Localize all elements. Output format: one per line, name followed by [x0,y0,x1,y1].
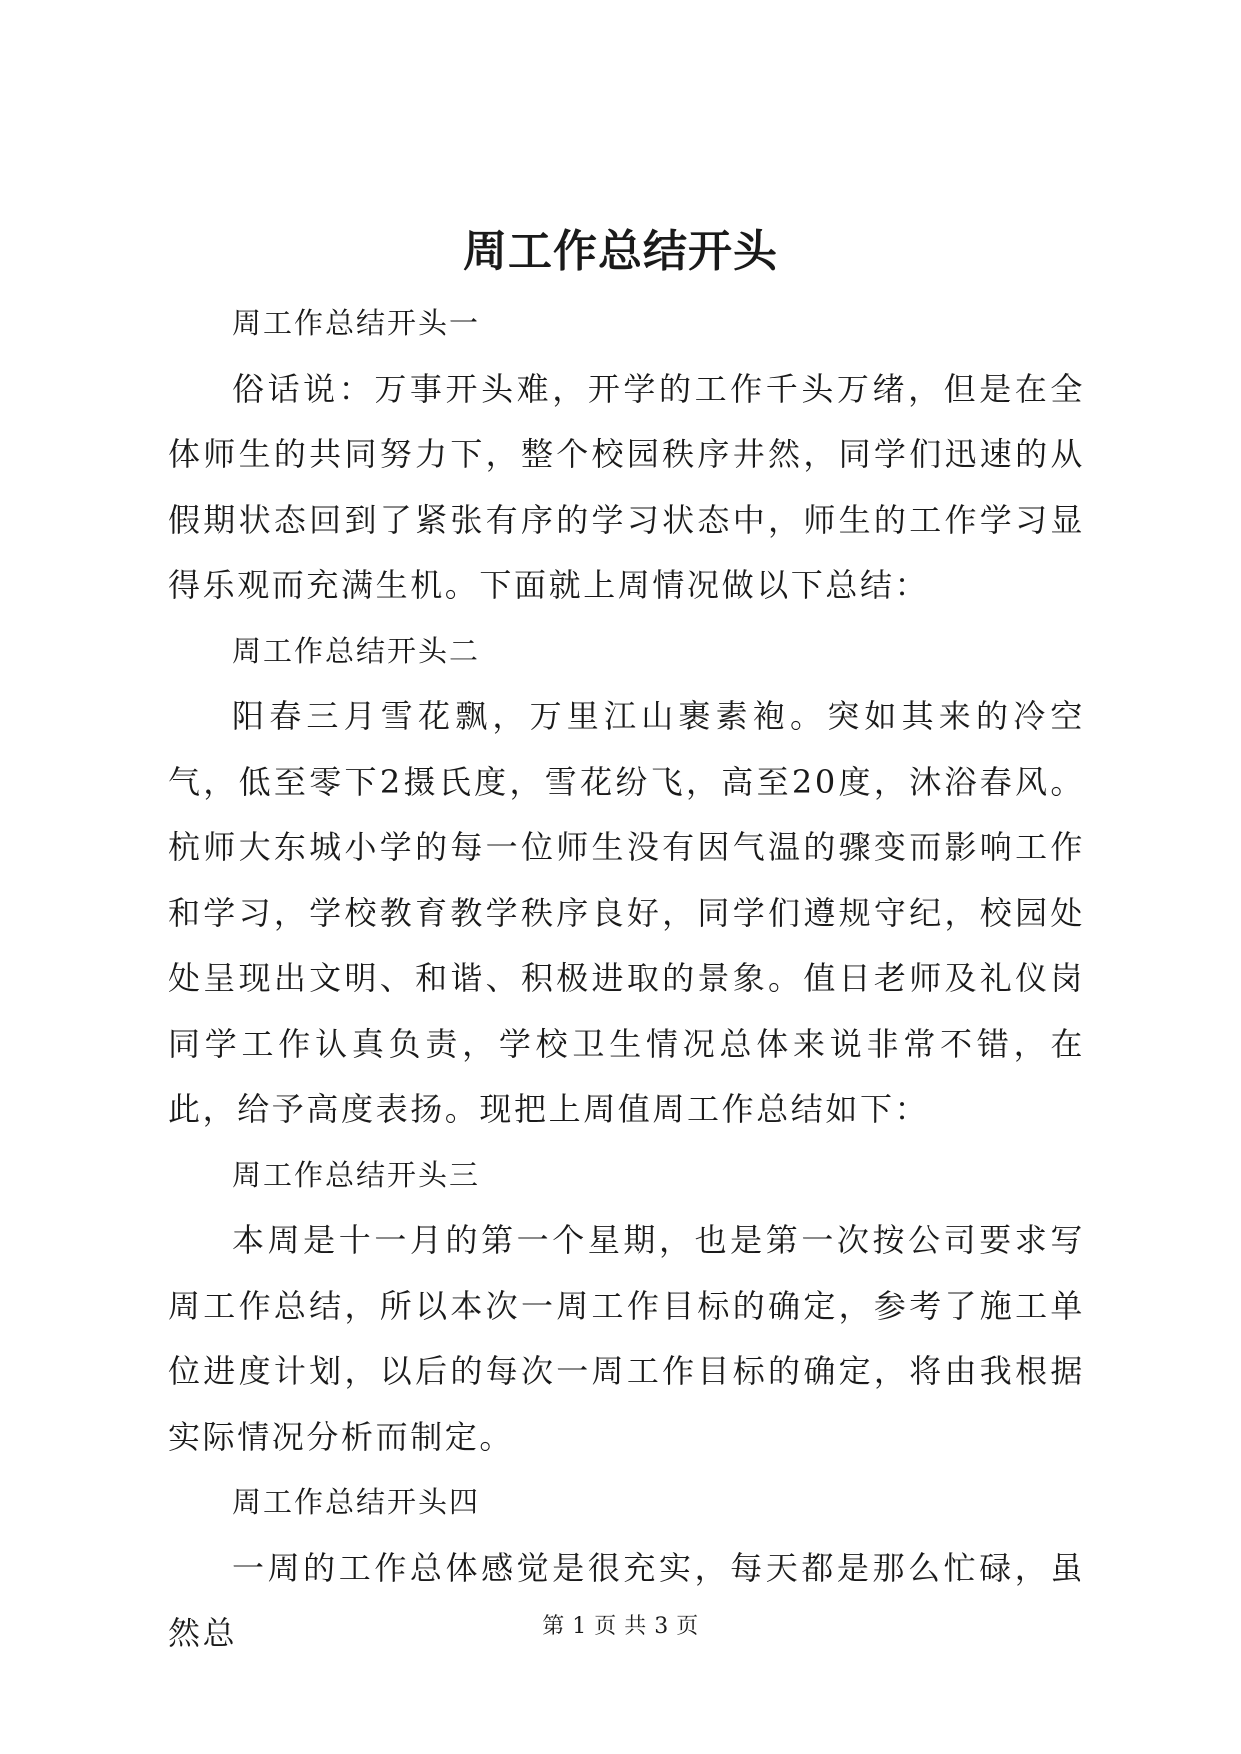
section-heading-4: 周工作总结开头四 [232,1485,481,1519]
document-body [168,291,1085,1667]
section-paragraph-3: 本周是十一月的第一个星期，也是第一次按公司要求写周工作总结，所以本次一周工作目标的确定，参考了施工单位进度计划，以后的每次一周工作目标的确定，将由我根据实际情况分析而制定。 [168,1221,1085,1456]
document-title: 周工作总结开头 [463,226,778,277]
section-paragraph-2: 阳春三月雪花飘，万里江山裹素袍。突如其来的冷空气，低至零下2摄氏度，雪花纷飞，高至20度，沐浴春风。杭师大东城小学的每一位师生没有因气温的骤变而影响工作和学习，学校教育教学秩序良好，同学们遵规守纪，校园处处呈现出文明、和谐、积极进取的景象。值日老师及礼仪岗同学工作认真负责，学校卫生情况总体来说非常不错，在此，给予高度表扬。现把上周值周工作总结如下： [168,697,1085,1128]
section-heading-3: 周工作总结开头三 [232,1157,481,1192]
section-paragraph-1: 俗话说：万事开头难，开学的工作千头万绪，但是在全体师生的共同努力下，整个校园秩序井然，同学们迅速的从假期状态回到了紧张有序的学习状态中，师生的工作学习显得乐观而充满生机。下面就上周情况做以下总结： [168,369,1085,604]
page-footer [0,1612,1241,1642]
section-heading-2: 周工作总结开头二 [232,633,481,668]
page-number-indicator: 第 1 页 共 3 页 [542,1614,699,1639]
section-heading-1: 周工作总结开头一 [232,306,481,340]
section-paragraph-4: 一周的工作总体感觉是很充实，每天都是那么忙碌，虽然总 [168,1548,1085,1652]
